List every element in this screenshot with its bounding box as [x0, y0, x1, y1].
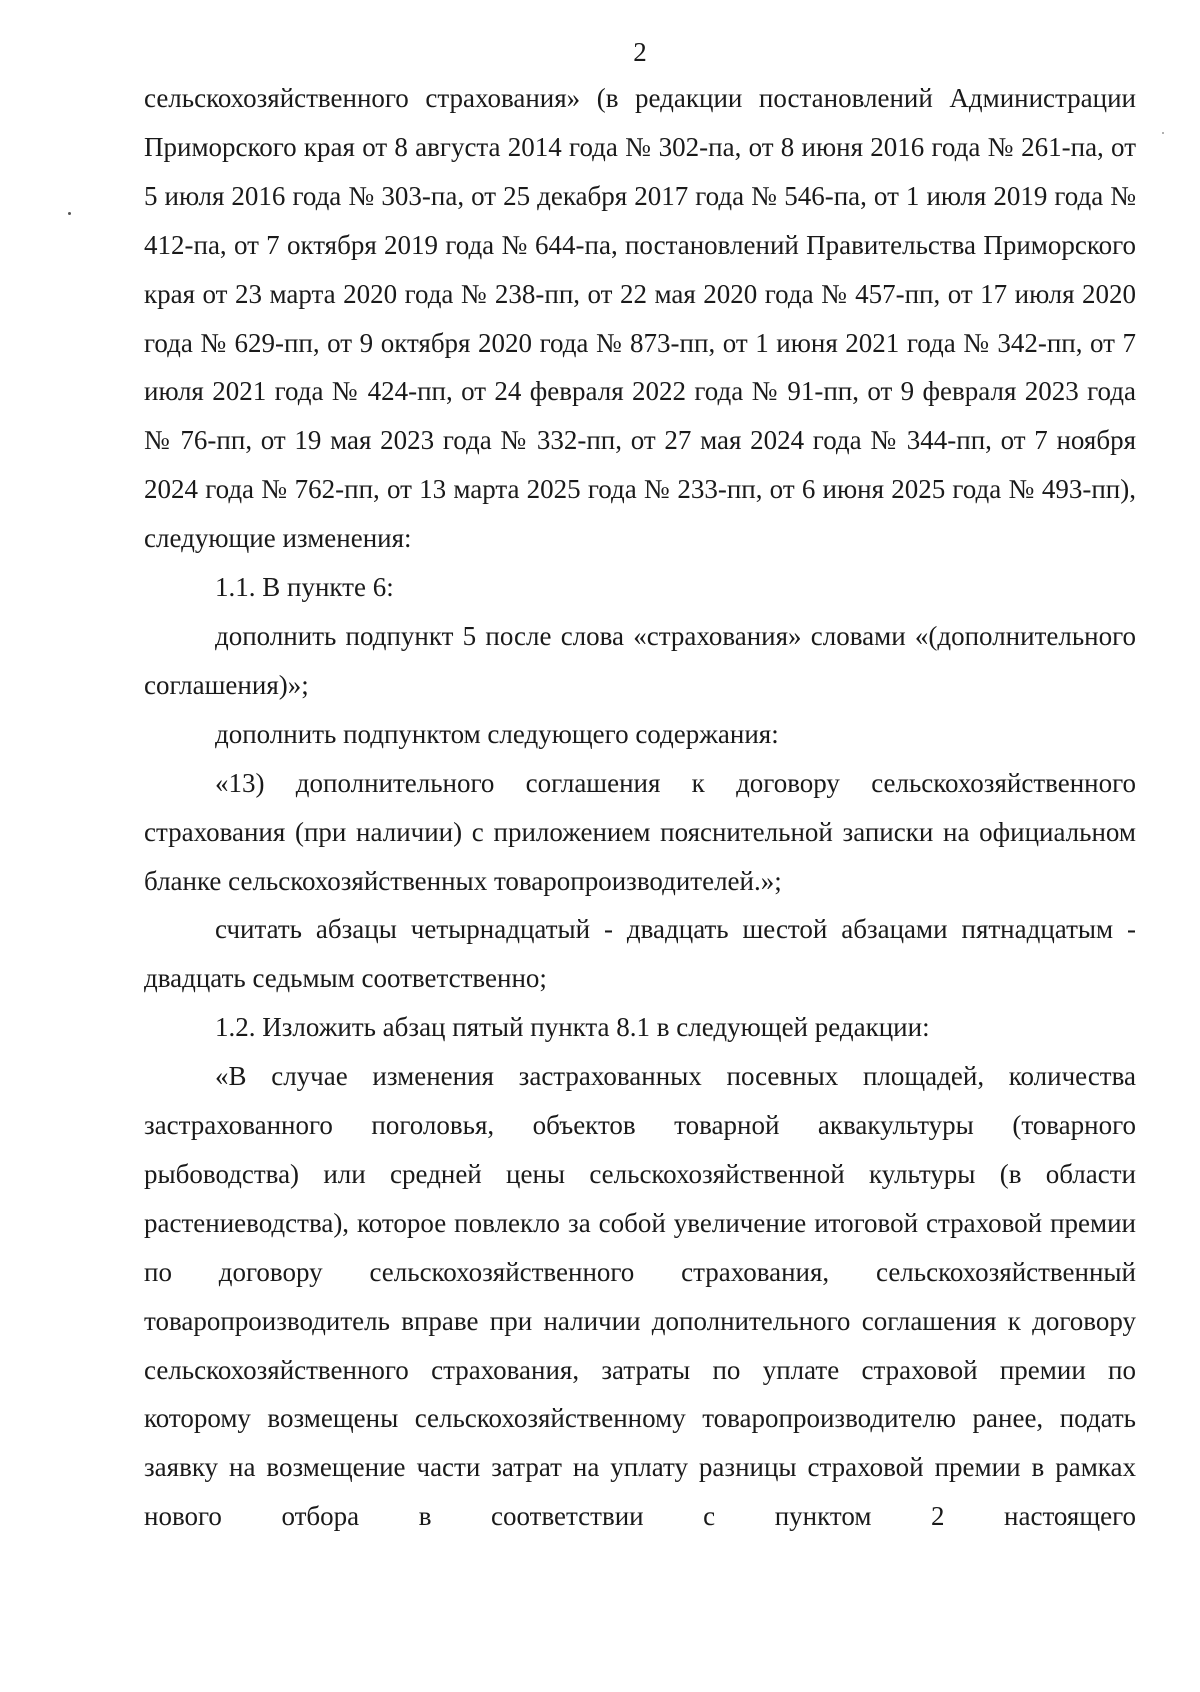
paragraph-new-wording: «В случае изменения застрахованных посевных площадей, количества застрахованного поголовья, объектов товарной аквакультуры (товарного рыбоводства) или средней цены сельскохозяйственной культуры (в области растениеводства), которое повлекло за собой увеличение итоговой страховой премии по договору сельскохозяйственного страхования, сельскохозяйственный товаропроизводитель вправе при наличии дополнительного соглашения к договору сельскохозяйственного страхования, затраты по уплате страховой премии по которому возмещены сельскохозяйственному товаропроизводителю ранее, подать заявку на возмещение части затрат на уплату разницы страховой премии в рамках нового отбора в соответствии с пунктом 2 настоящего: [144, 1061, 1136, 1532]
page-number: 2: [633, 37, 647, 67]
paragraph-subitem-13: «13) дополнительного соглашения к договору сельскохозяйственного страхования (при наличии) с приложением пояснительной записки на официальном бланке сельскохозяйственных товаропроизводителей.»;: [144, 767, 1136, 896]
document-page: [144, 30, 1136, 1541]
paragraph-subitem-5-amendment: дополнить подпункт 5 после слова «страхования» словами «(дополнительного соглашения)»;: [144, 620, 1136, 700]
paragraph-item-1-1: 1.1. В пункте 6:: [215, 572, 394, 603]
scan-speck: [1162, 132, 1164, 134]
paragraph-intro-continuation: сельскохозяйственного страхования» (в редакции постановлений Администрации Приморского края от 8 августа 2014 года № 302-па, от 8 июня 2016 года № 261-па, от 5 июля 2016 года № 303-па, от 25 декабря 2017 года № 546-па, от 1 июля 2019 года № 412-па, от 7 октября 2019 года № 644-па, постановлений Правительства Приморского края от 23 марта 2020 года № 238-пп, от 22 мая 2020 года № 457-пп, от 17 июля 2020 года № 629-пп, от 9 октября 2020 года № 873-пп, от 1 июня 2021 года № 342-пп, от 7 июля 2021 года № 424-пп, от 24 февраля 2022 года № 91-пп, от 9 февраля 2023 года № 76-пп, от 19 мая 2023 года № 332-пп, от 27 мая 2024 года № 344-пп, от 7 ноября 2024 года № 762-пп, от 13 марта 2025 года № 233-пп, от 6 июня 2025 года № 493-пп), следующие изменения:: [144, 83, 1136, 554]
paragraph-add-subitem: дополнить подпунктом следующего содержания:: [215, 718, 779, 749]
paragraph-item-1-2: 1.2. Изложить абзац пятый пункта 8.1 в следующей редакции:: [215, 1012, 930, 1043]
paragraph-renumber: считать абзацы четырнадцатый - двадцать шестой абзацами пятнадцатым - двадцать седьмым соответственно;: [144, 914, 1136, 994]
scan-speck: [68, 212, 71, 215]
